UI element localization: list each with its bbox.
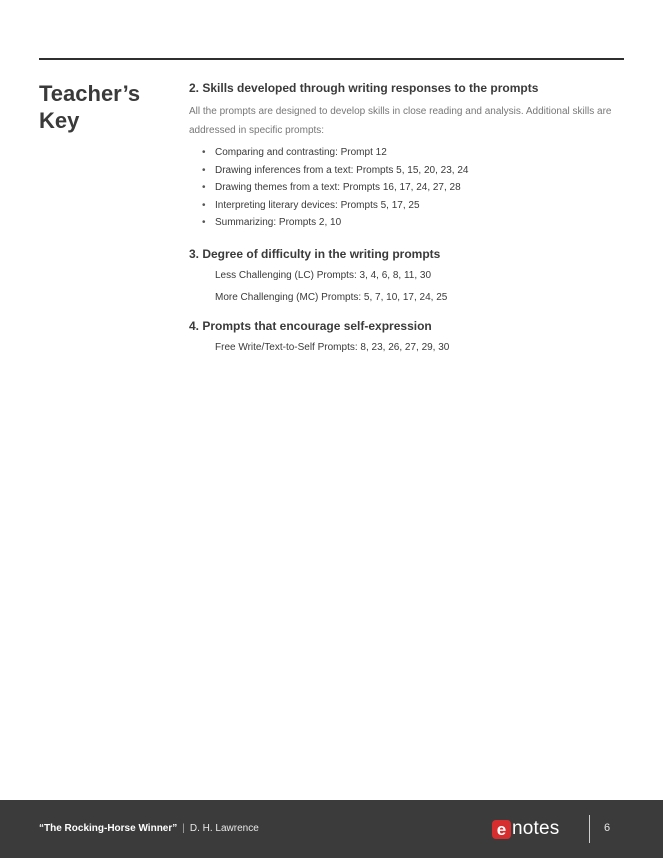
- difficulty-line-lc: Less Challenging (LC) Prompts: 3, 4, 6, 8, 11, 30: [215, 269, 432, 281]
- section-title-self-expression: 4. Prompts that encourage self-expression: [189, 318, 432, 333]
- self-expression-line: Free Write/Text-to-Self Prompts: 8, 23, 26, 27, 29, 30: [215, 341, 450, 353]
- section-title-skills: 2. Skills developed through writing responses to the prompts: [189, 81, 539, 95]
- footer-bar: [0, 800, 663, 858]
- top-rule: [39, 58, 624, 60]
- list-item: • Comparing and contrasting: Prompt 12: [189, 144, 619, 162]
- list-item: • Interpreting literary devices: Prompts 5, 17, 25: [189, 197, 619, 215]
- skills-list: [189, 144, 619, 232]
- enotes-logo: [492, 818, 559, 840]
- section-skills: [189, 80, 619, 232]
- enotes-logo-text: notes: [512, 818, 560, 839]
- list-item: • Drawing themes from a text: Prompts 16, 17, 24, 27, 28: [189, 179, 619, 197]
- list-item: • Summarizing: Prompts 2, 10: [189, 214, 619, 232]
- footer-divider: [589, 815, 590, 843]
- footer-citation: [39, 823, 259, 834]
- footer-author: D. H. Lawrence: [189, 823, 259, 834]
- list-item: • Drawing inferences from a text: Prompts 5, 15, 20, 23, 24: [189, 162, 619, 180]
- page-title: Teacher’s Key: [39, 81, 141, 133]
- footer-book-title: “The Rocking-Horse Winner”: [39, 823, 178, 834]
- section-difficulty: [189, 246, 619, 306]
- section-intro: All the prompts are designed to develop skills in close reading and analysis. Additional skills are addressed in specific prompts:: [189, 106, 612, 136]
- section-title-difficulty: 3. Degree of difficulty in the writing prompts: [189, 246, 441, 261]
- page-number: 6: [604, 822, 611, 834]
- footer-separator: |: [182, 823, 185, 834]
- difficulty-line-mc: More Challenging (MC) Prompts: 5, 7, 10, 17, 24, 25: [215, 291, 448, 303]
- main-content: [189, 80, 619, 356]
- enotes-e-icon: e: [492, 820, 511, 839]
- section-self-expression: [189, 318, 619, 356]
